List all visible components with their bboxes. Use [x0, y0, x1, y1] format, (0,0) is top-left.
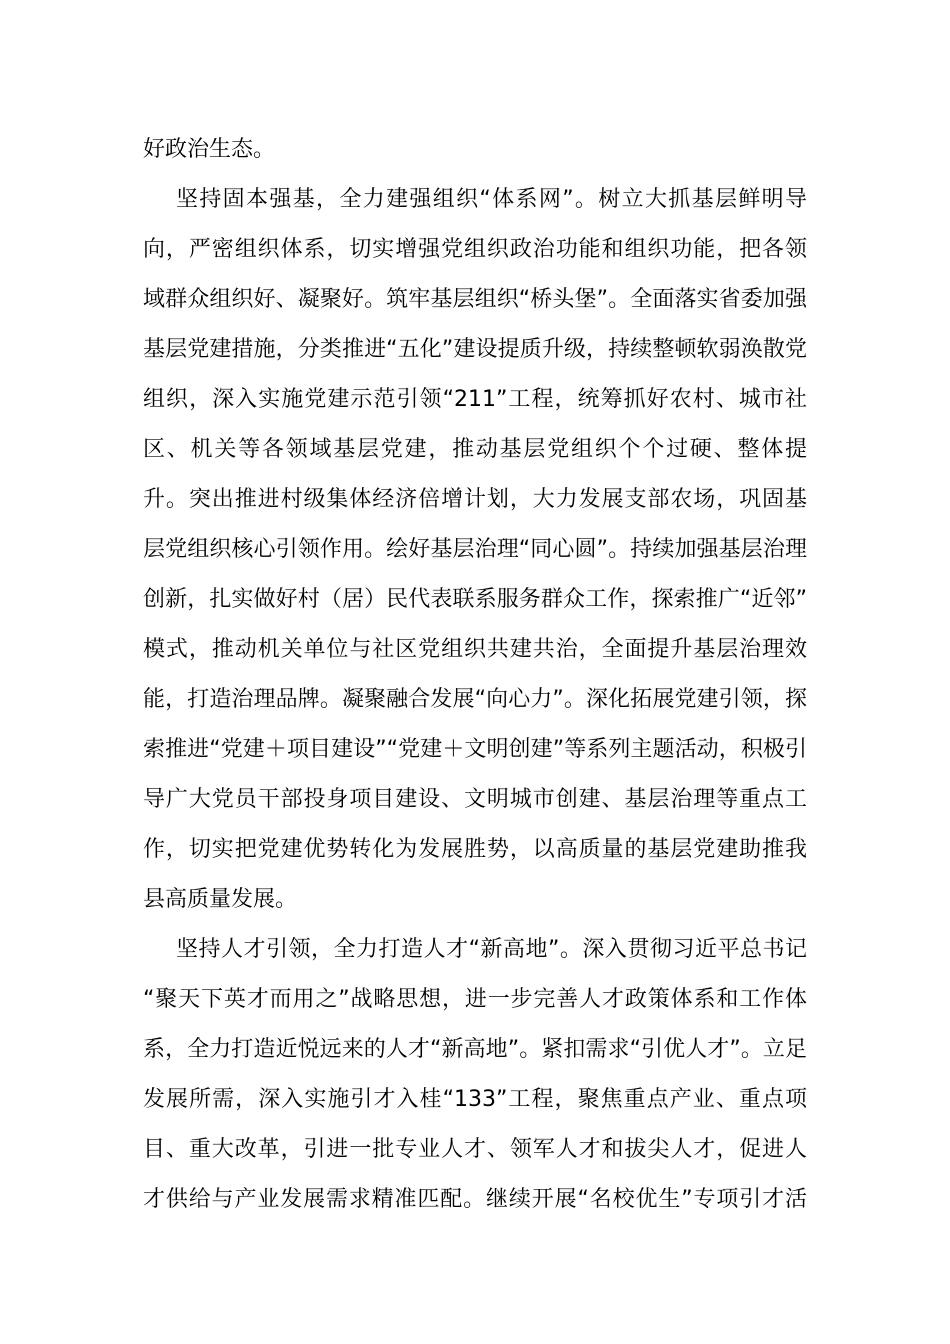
- text-line: 模式，推动机关单位与社区党组织共建共治，全面提升基层治理效: [143, 637, 807, 662]
- text-line: 才供给与产业发展需求精准匹配。继续开展“名校优生”专项引才活: [143, 1187, 807, 1212]
- text-line: 发展所需，深入实施引才入桂“133”工程，聚焦重点产业、重点项: [143, 1087, 807, 1112]
- text-line: 组织，深入实施党建示范引领“211”工程，统筹抓好农村、城市社: [143, 387, 807, 412]
- text-line: 导广大党员干部投身项目建设、文明城市创建、基层治理等重点工: [143, 787, 807, 812]
- text-line: 目、重大改革，引进一批专业人才、领军人才和拔尖人才，促进人: [143, 1137, 807, 1162]
- text-line: 域群众组织好、凝聚好。筑牢基层组织“桥头堡”。全面落实省委加强: [143, 287, 807, 312]
- text-line: “聚天下英才而用之”战略思想，进一步完善人才政策体系和工作体: [143, 987, 807, 1012]
- text-line: 作，切实把党建优势转化为发展胜势，以高质量的基层党建助推我: [143, 837, 807, 862]
- text-line: 创新，扎实做好村（居）民代表联系服务群众工作，探索推广“近邻”: [143, 587, 807, 612]
- text-line: 好政治生态。: [143, 137, 276, 162]
- text-line: 县高质量发展。: [143, 887, 298, 912]
- text-line: 层党组织核心引领作用。绘好基层治理“同心圆”。持续加强基层治理: [143, 537, 807, 562]
- text-line: 系，全力打造近悦远来的人才“新高地”。紧扣需求“引优人才”。立足: [143, 1037, 807, 1062]
- text-line: 基层党建措施，分类推进“五化”建设提质升级，持续整顿软弱涣散党: [143, 337, 807, 362]
- text-line: 向，严密组织体系，切实增强党组织政治功能和组织功能，把各领: [143, 237, 807, 262]
- paragraph-first-line: 坚持固本强基，全力建强组织“体系网”。树立大抓基层鲜明导: [176, 187, 808, 212]
- text-line: 能，打造治理品牌。凝聚融合发展“向心力”。深化拓展党建引领，探: [143, 687, 807, 712]
- text-line: 索推进“党建＋项目建设”“党建＋文明创建”等系列主题活动，积极引: [143, 737, 807, 762]
- text-line: 区、机关等各领域基层党建，推动基层党组织个个过硬、整体提: [143, 437, 807, 462]
- paragraph-first-line: 坚持人才引领，全力打造人才“新高地”。深入贯彻习近平总书记: [176, 937, 807, 962]
- text-line: 升。突出推进村级集体经济倍增计划，大力发展支部农场，巩固基: [143, 487, 807, 512]
